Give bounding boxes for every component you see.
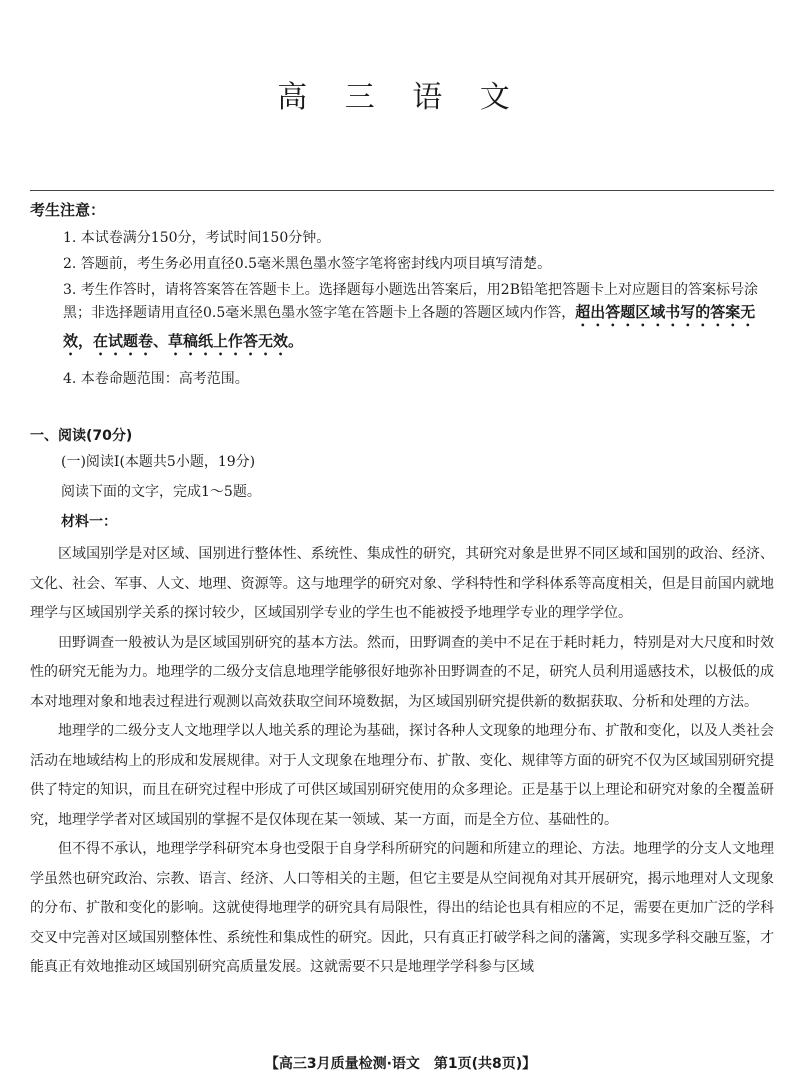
notice-item-3-text: 3. 考生作答时，请将答案答在答题卡上。选择题每小题选出答案后，用2B铅笔把答题卡上对应题目的答案标号涂黑；非选择题请用直径0.5毫米黑色墨水签字笔在答题卡上各题的答题区域内作答，: [63, 282, 759, 321]
section-subtitle: (一)阅读Ⅰ(本题共5小题，19分): [61, 454, 256, 470]
section-title: 一、阅读(70分): [30, 428, 133, 444]
notice-item-4: 4. 本卷命题范围：高考范围。: [63, 371, 249, 387]
paragraph-1: 区域国别学是对区域、国别进行整体性、系统性、集成性的研究，其研究对象是世界不同区域和国别的政治、经济、文化、社会、军事、人文、地理、资源等。这与地理学的研究对象、学科特性和学科体系等高度相关，但是目前国内就地理学与区域国别学关系的探讨较少，区域国别学专业的学生也不能被授予地理学专业的理学学位。: [30, 546, 774, 621]
notice-item-3: [63, 279, 775, 359]
reading-passage: [30, 540, 774, 983]
paragraph-4: 但不得不承认，地理学学科研究本身也受限于自身学科所研究的问题和所建立的理论、方法。地理学的分支人文地理学虽然也研究政治、宗教、语言、经济、人口等相关的主题，但它主要是从空间视角对其开展研究，揭示地理对人文现象的分布、扩散和变化的影响。这就使得地理学的研究具有局限性，得出的结论也具有相应的不足，需要在更加广泛的学科交叉中完善对区域国别整体性、系统性和集成性的研究。因此，只有真正打破学科之间的藩篱，实现多学科交融互鉴，才能真正有效地推动区域国别研究高质量发展。这就需要不只是地理学学科参与区域: [30, 841, 774, 975]
notice-heading: 考生注意：: [30, 201, 106, 219]
material-label: 材料一：: [61, 514, 117, 530]
page-footer: 【高三3月质量检测·语文 第1页(共8页)】: [264, 1056, 537, 1072]
section-instruction: 阅读下面的文字，完成1～5题。: [61, 484, 261, 500]
header-divider: [30, 190, 774, 191]
page-title: 高 三 语 文: [277, 80, 524, 115]
paragraph-2: 田野调查一般被认为是区域国别研究的基本方法。然而，田野调查的美中不足在于耗时耗力，特别是对大尺度和时效性的研究无能为力。地理学的二级分支信息地理学能够很好地弥补田野调查的不足，研究人员利用遥感技术，以极低的成本对地理对象和地表过程进行观测以高效获取空间环境数据，为区域国别研究提供新的数据获取、分析和处理的方法。: [30, 634, 774, 710]
notice-item-2: 2. 答题前，考生务必用直径0.5毫米黑色墨水签字笔将密封线内项目填写清楚。: [63, 256, 552, 272]
notice-item-3-emphasis: 超出答题区域书写的答案无效，在试题卷、草稿纸上作答无效。: [63, 303, 756, 350]
notice-item-1: 1. 本试卷满分150分，考试时间150分钟。: [63, 230, 331, 246]
paragraph-3: 地理学的二级分支人文地理学以人地关系的理论为基础，探讨各种人文现象的地理分布、扩散和变化，以及人类社会活动在地域结构上的形成和发展规律。对于人文现象在地理分布、扩散、变化、规律等方面的研究不仅为区域国别研究提供了特定的知识，而且在研究过程中形成了可供区域国别研究使用的众多理论。正是基于以上理论和研究对象的全覆盖研究，地理学学者对区域国别的掌握不是仅体现在某一领域、某一方面，而是全方位、基础性的。: [30, 723, 774, 828]
